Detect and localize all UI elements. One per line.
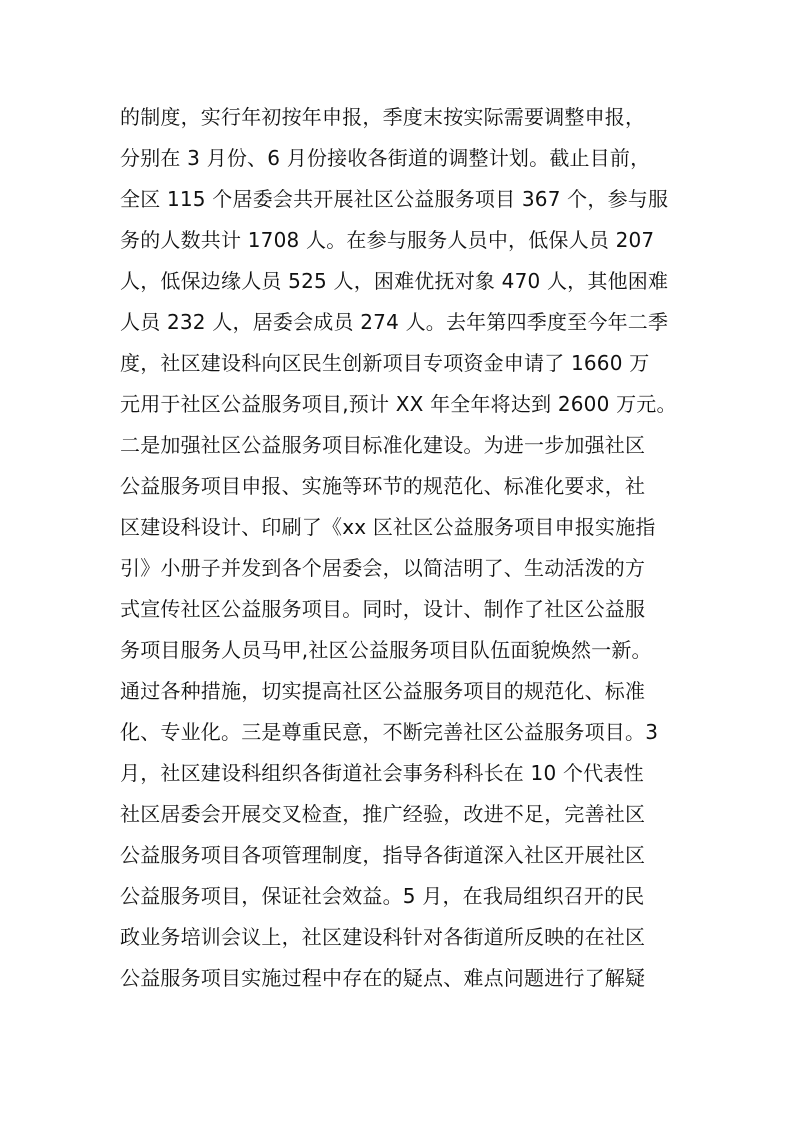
text-line: 通过各种措施，切实提高社区公益服务项目的规范化、标准 xyxy=(120,679,646,703)
text-line: 社区居委会开展交叉检查，推广经验，改进不足，完善社区 xyxy=(120,802,646,826)
body-paragraph xyxy=(120,97,680,999)
text-line: 月，社区建设科组织各街道社会事务科科长在 10 个代表性 xyxy=(120,761,644,785)
text-line: 人，低保边缘人员 525 人，困难优抚对象 470 人，其他困难 xyxy=(120,269,669,293)
text-line: 政业务培训会议上，社区建设科针对各街道所反映的在社区 xyxy=(120,925,646,949)
text-line: 务的人数共计 1708 人。在参与服务人员中，低保人员 207 xyxy=(120,228,655,252)
text-line: 公益服务项目实施过程中存在的疑点、难点问题进行了解疑 xyxy=(120,966,646,990)
text-line: 务项目服务人员马甲,社区公益服务项目队伍面貌焕然一新。 xyxy=(120,638,652,662)
text-line: 全区 115 个居委会共开展社区公益服务项目 367 个，参与服 xyxy=(120,187,669,211)
text-line: 引》小册子并发到各个居委会，以简洁明了、生动活泼的方 xyxy=(120,556,646,580)
text-line: 公益服务项目申报、实施等环节的规范化、标准化要求，社 xyxy=(120,474,646,498)
text-line: 度，社区建设科向区民生创新项目专项资金申请了 1660 万 xyxy=(120,351,650,375)
text-line: 区建设科设计、印刷了《xx 区社区公益服务项目申报实施指 xyxy=(120,515,656,539)
text-line: 式宣传社区公益服务项目。同时，设计、制作了社区公益服 xyxy=(120,597,646,621)
text-line: 公益服务项目各项管理制度，指导各街道深入社区开展社区 xyxy=(120,843,646,867)
text-line: 元用于社区公益服务项目,预计 XX 年全年将达到 2600 万元。 xyxy=(120,392,677,416)
text-line: 二是加强社区公益服务项目标准化建设。为进一步加强社区 xyxy=(120,433,646,457)
text-line: 人员 232 人，居委会成员 274 人。去年第四季度至今年二季 xyxy=(120,310,669,334)
text-line: 分别在 3 月份、6 月份接收各街道的调整计划。截止目前， xyxy=(120,146,651,170)
text-line: 公益服务项目，保证社会效益。5 月，在我局组织召开的民 xyxy=(120,884,645,908)
text-line: 的制度，实行年初按年申报，季度末按实际需要调整申报， xyxy=(120,105,646,129)
text-line: 化、专业化。三是尊重民意，不断完善社区公益服务项目。3 xyxy=(120,720,659,744)
